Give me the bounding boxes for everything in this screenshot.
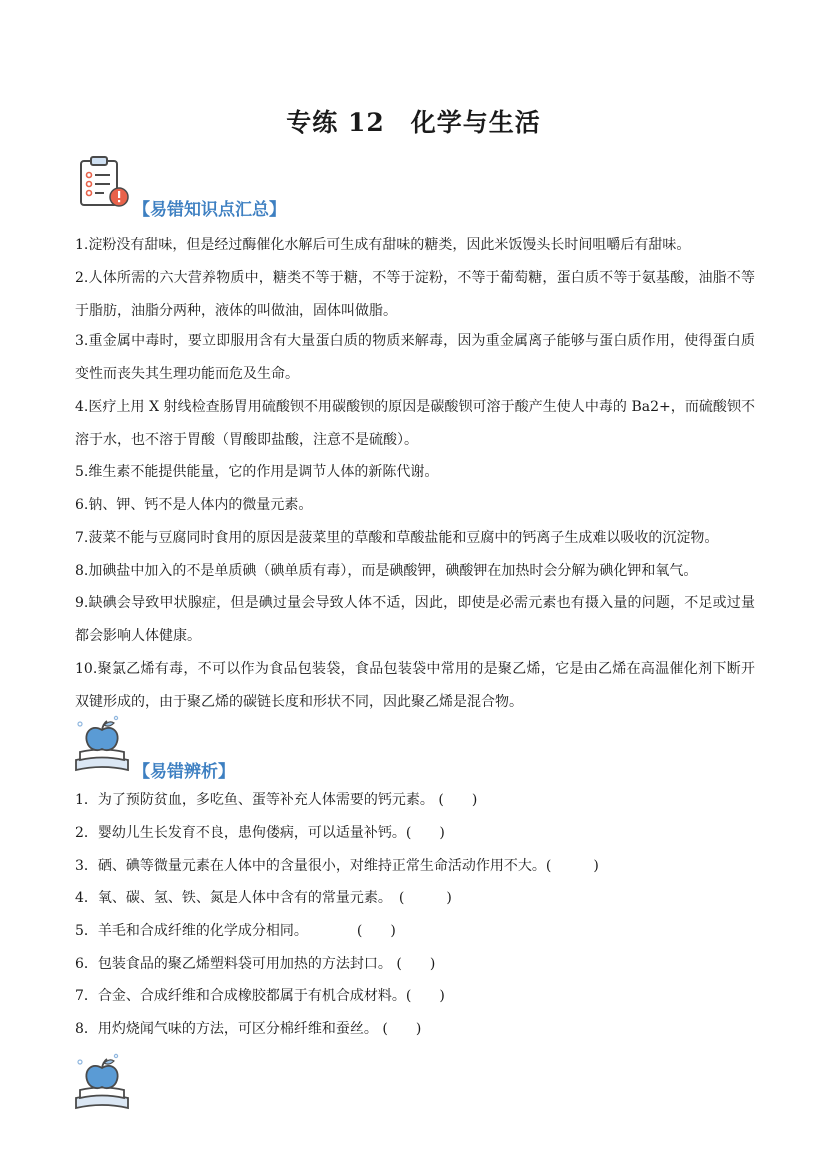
question-item: 8．用灼烧闻气味的方法，可区分棉纤维和蚕丝。 ( ) (75, 1021, 422, 1037)
knowledge-item: 9.缺碘会导致甲状腺症，但是碘过量会导致人体不适，因此，即使是必需元素也有摄入量的问题，不足或过量都会影响人体健康。 (75, 595, 755, 644)
section-heading-discrimination: 【易错辨析】 (133, 762, 235, 782)
knowledge-item: 1.淀粉没有甜味，但是经过酶催化水解后可生成有甜味的糖类，因此米饭馒头长时间咀嚼后有甜味。 (75, 237, 691, 253)
question-item: 3．硒、碘等微量元素在人体中的含量很小，对维持正常生命活动作用不大。( ) (75, 858, 599, 874)
knowledge-item: 2.人体所需的六大营养物质中，糖类不等于糖，不等于淀粉，不等于葡萄糖，蛋白质不等于氨基酸，油脂不等于脂肪，油脂分两种，液体的叫做油，固体叫做脂。 (75, 270, 755, 319)
page-title: 专练 12 化学与生活 (286, 108, 541, 137)
knowledge-item: 7.菠菜不能与豆腐同时食用的原因是菠菜里的草酸和草酸盐能和豆腐中的钙离子生成难以吸收的沉淀物。 (75, 530, 719, 546)
question-item: 4．氧、碳、氢、铁、氮是人体中含有的常量元素。 ( ) (75, 890, 452, 906)
knowledge-item: 5.维生素不能提供能量，它的作用是调节人体的新陈代谢。 (75, 464, 439, 480)
question-item: 2．婴幼儿生长发育不良，患佝偻病，可以适量补钙。( ) (75, 825, 445, 841)
question-item: 5．羊毛和合成纤维的化学成分相同。 ( ) (75, 923, 396, 939)
section-heading-knowledge: 【易错知识点汇总】 (133, 200, 286, 220)
clipboard-alert-icon (78, 155, 130, 209)
question-item: 6．包装食品的聚乙烯塑料袋可用加热的方法封口。 ( ) (75, 956, 436, 972)
knowledge-item: 4.医疗上用 X 射线检查肠胃用硫酸钡不用碳酸钡的原因是碳酸钡可溶于酸产生使人中毒的 Ba2+，而硫酸钡不溶于水，也不溶于胃酸（胃酸即盐酸，注意不是硫酸）。 (75, 399, 755, 448)
knowledge-item: 8.加碘盐中加入的不是单质碘（碘单质有毒），而是碘酸钾，碘酸钾在加热时会分解为碘化钾和氧气。 (75, 563, 698, 579)
knowledge-item: 10.聚氯乙烯有毒，不可以作为食品包装袋，食品包装袋中常用的是聚乙烯，它是由乙烯在高温催化剂下断开双键形成的，由于聚乙烯的碳链长度和形状不同，因此聚乙烯是混合物。 (75, 661, 755, 710)
question-item: 7．合金、合成纤维和合成橡胶都属于有机合成材料。( ) (75, 988, 445, 1004)
apple-books-icon (72, 714, 132, 776)
knowledge-item: 6.钠、钾、钙不是人体内的微量元素。 (75, 497, 313, 513)
question-item: 1．为了预防贫血，多吃鱼、蛋等补充人体需要的钙元素。 ( ) (75, 792, 478, 808)
apple-books-icon (72, 1052, 132, 1114)
knowledge-item: 3.重金属中毒时，要立即服用含有大量蛋白质的物质来解毒，因为重金属离子能够与蛋白质作用，使得蛋白质变性而丧失其生理功能而危及生命。 (75, 333, 755, 382)
